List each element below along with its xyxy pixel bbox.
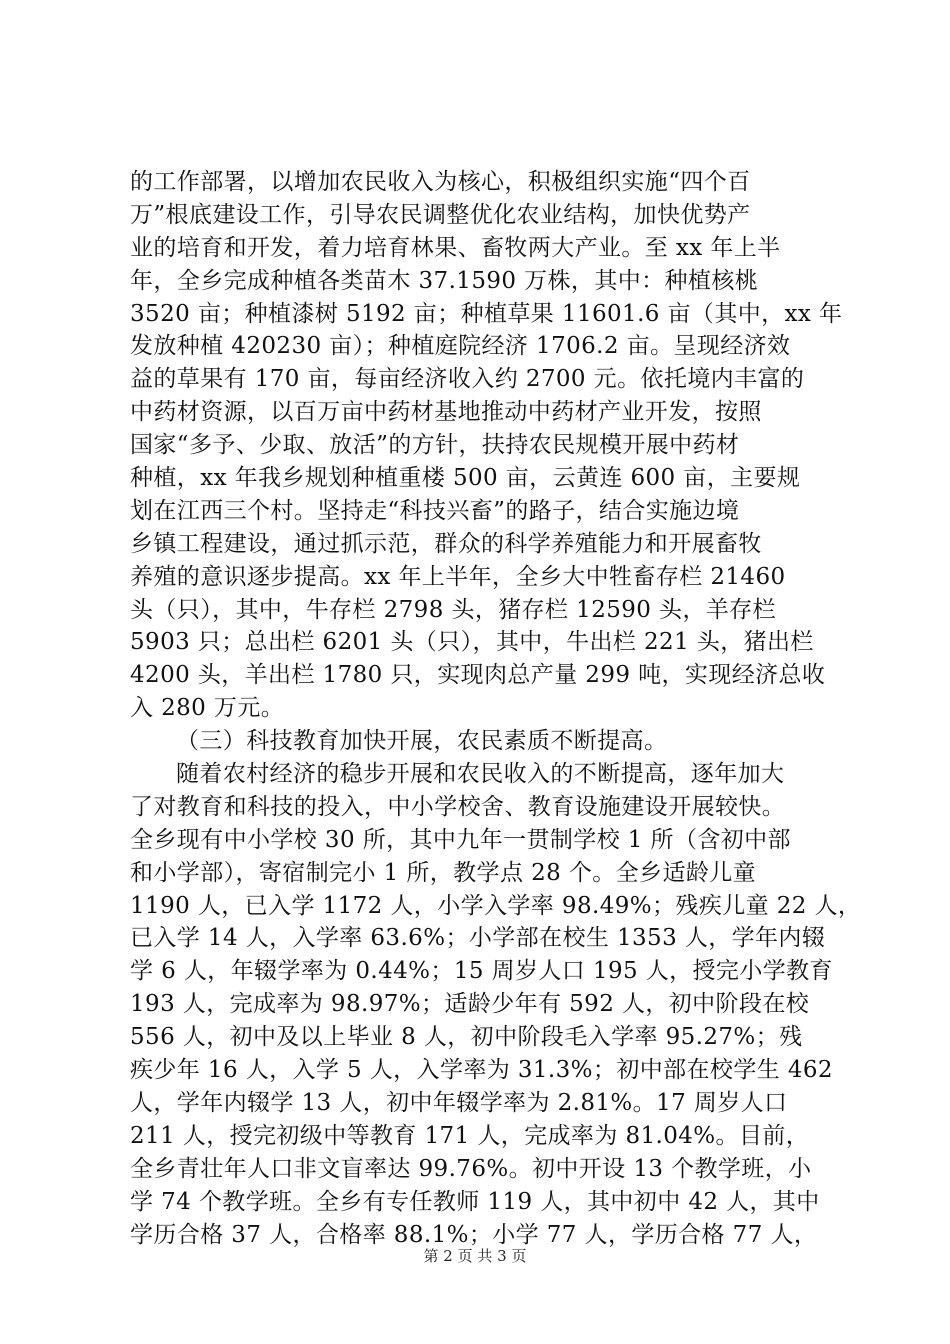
body-text: [130, 166, 862, 1251]
text-line: 万”根底建设工作，引导农民调整优化农业结构，加快优势产: [130, 201, 751, 228]
text-line: 211 人，授完初级中等教育 171 人，完成率为 81.04%。目前，: [130, 1122, 810, 1149]
text-line: 已入学 14 人，入学率 63.6%；小学部在校生 1353 人，学年内辍: [130, 925, 826, 952]
text-line: 头（只），其中，牛存栏 2798 头，猪存栏 12590 头，羊存栏: [130, 596, 777, 623]
text-line: 年，全乡完成种植各类苗木 37.1590 万株，其中：种植核桃: [130, 267, 759, 294]
text-line: 国家“多予、少取、放活”的方针，扶持农民规模开展中药材: [130, 432, 740, 459]
text-line: 4200 头，羊出栏 1780 只，实现肉总产量 299 吨，实现经济总收: [130, 662, 826, 689]
page-number-footer: 第 2 页 共 3 页: [423, 1247, 527, 1265]
text-line: 益的草果有 170 亩，每亩经济收入约 2700 元。依托境内丰富的: [130, 366, 805, 393]
text-line: 入 280 万元。: [130, 695, 285, 722]
text-line: 种植，xx 年我乡规划种植重楼 500 亩，云黄连 600 亩，主要规: [130, 465, 801, 492]
text-line: 养殖的意识逐步提高。xx 年上半年，全乡大中牲畜存栏 21460: [130, 563, 786, 590]
text-line: 全乡现有中小学校 30 所，其中九年一贯制学校 1 所（含初中部: [130, 826, 791, 853]
paragraph-start: 随着农村经济的稳步开展和农民收入的不断提高，逐年加大: [176, 761, 785, 788]
text-line: 学 6 人，年辍学率为 0.44%；15 周岁人口 195 人，授完小学教育: [130, 958, 833, 985]
text-line: 划在江西三个村。坚持走“科技兴畜”的路子，结合实施边境: [130, 497, 740, 524]
text-line: 5903 只；总出栏 6201 头（只），其中，牛出栏 221 头，猪出栏: [130, 629, 814, 656]
text-line: 学 74 个教学班。全乡有专任教师 119 人，其中初中 42 人，其中: [130, 1188, 820, 1215]
text-line: 乡镇工程建设，通过抓示范，群众的科学养殖能力和开展畜牧: [130, 530, 762, 557]
text-line: 中药材资源，以百万亩中药材基地推动中药材产业开发，按照: [130, 399, 762, 426]
text-line: 3520 亩；种植漆树 5192 亩；种植草果 11601.6 亩（其中，xx 年: [130, 300, 843, 327]
text-line: 学历合格 37 人，合格率 88.1%；小学 77 人，学历合格 77 人，: [130, 1221, 818, 1248]
text-line: 疾少年 16 人，入学 5 人，入学率为 31.3%；初中部在校学生 462: [130, 1057, 833, 1084]
text-line: 人，学年内辍学 13 人，初中年辍学率为 2.81%。17 周岁人口: [130, 1089, 788, 1116]
text-line: 和小学部），寄宿制完小 1 所，教学点 28 个。全乡适龄儿童: [130, 859, 757, 886]
section-heading: （三）科技教育加快开展，农民素质不断提高。: [176, 728, 668, 755]
text-line: 全乡青壮年人口非文盲率达 99.76%。初中开设 13 个教学班，小: [130, 1155, 812, 1182]
text-line: 556 人，初中及以上毕业 8 人，初中阶段毛入学率 95.27%；残: [130, 1024, 803, 1051]
text-line: 发放种植 420230 亩）；种植庭院经济 1706.2 亩。呈现经济效: [130, 333, 791, 360]
text-line: 的工作部署，以增加农民收入为核心，积极组织实施“四个百: [130, 169, 751, 195]
text-line: 了对教育和科技的投入，中小学校舍、教育设施建设开展较快。: [130, 793, 786, 820]
text-line: 193 人，完成率为 98.97%；适龄少年有 592 人，初中阶段在校: [130, 991, 810, 1018]
text-line: 1190 人，已入学 1172 人，小学入学率 98.49%；残疾儿童 22 人，: [130, 892, 862, 919]
text-line: 业的培育和开发，着力培育林果、畜牧两大产业。至 xx 年上半: [130, 234, 781, 261]
